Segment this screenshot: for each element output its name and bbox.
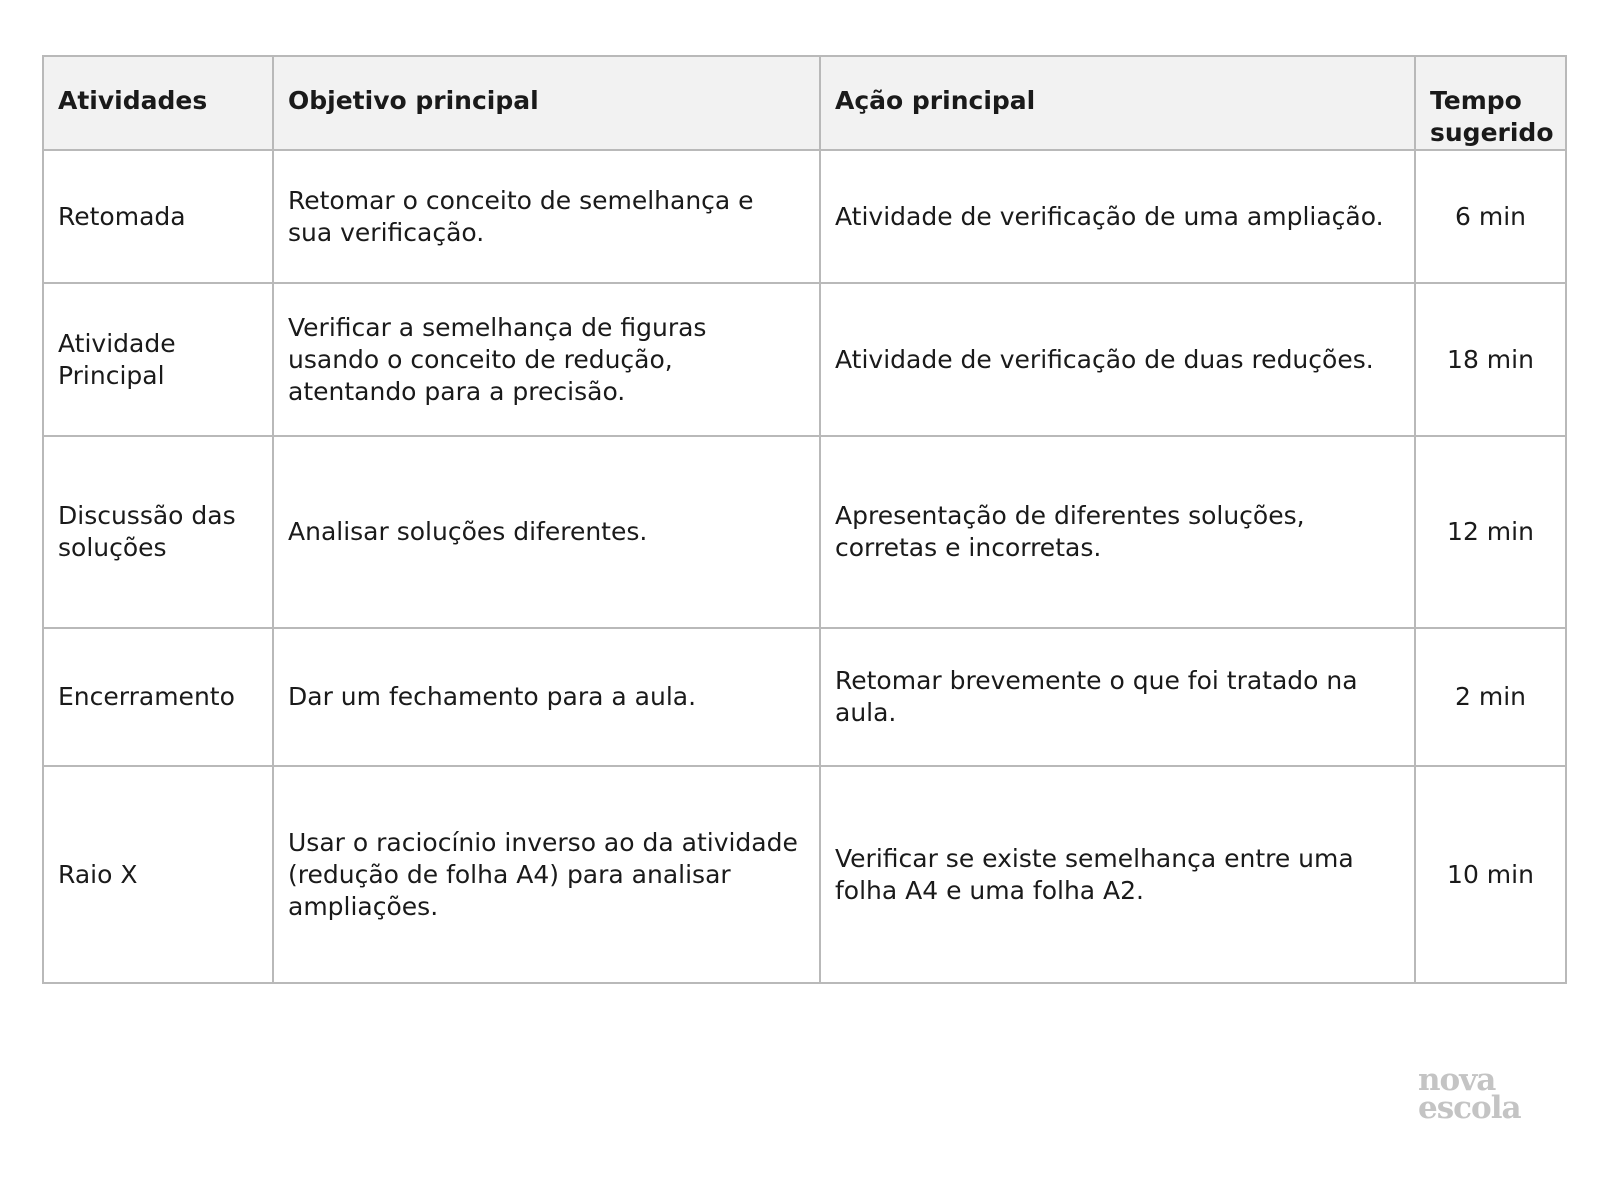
objective-cell: Dar um fechamento para a aula. bbox=[273, 628, 820, 766]
action-cell: Retomar brevemente o que foi tratado na aula. bbox=[820, 628, 1415, 766]
time-cell: 2 min bbox=[1415, 628, 1566, 766]
objective-cell: Usar o raciocínio inverso ao da atividade (redução de folha A4) para analisar ampliações. bbox=[273, 766, 820, 983]
activity-cell: Discussão das soluções bbox=[43, 436, 273, 628]
table-row bbox=[43, 283, 1566, 436]
activity-cell: Retomada bbox=[43, 150, 273, 283]
objective-cell: Verificar a semelhança de figuras usando o conceito de redução, atentando para a precisão. bbox=[273, 283, 820, 436]
time-cell: 12 min bbox=[1415, 436, 1566, 628]
logo-line-nova: nova bbox=[1418, 1062, 1496, 1098]
action-cell: Apresentação de diferentes soluções, corretas e incorretas. bbox=[820, 436, 1415, 628]
lesson-plan-table bbox=[42, 55, 1567, 984]
objective-cell: Analisar soluções diferentes. bbox=[273, 436, 820, 628]
logo-line-escola: escola bbox=[1418, 1090, 1521, 1126]
header-suggested-time: Tempo sugerido bbox=[1415, 56, 1566, 150]
table-row bbox=[43, 628, 1566, 766]
activity-cell: Atividade Principal bbox=[43, 283, 273, 436]
table-row bbox=[43, 150, 1566, 283]
table-row bbox=[43, 436, 1566, 628]
time-cell: 10 min bbox=[1415, 766, 1566, 983]
header-row bbox=[43, 56, 1566, 150]
nova-escola-logo bbox=[1418, 1062, 1521, 1126]
time-cell: 6 min bbox=[1415, 150, 1566, 283]
objective-cell: Retomar o conceito de semelhança e sua verificação. bbox=[273, 150, 820, 283]
header-main-action: Ação principal bbox=[820, 56, 1415, 150]
activity-cell: Encerramento bbox=[43, 628, 273, 766]
action-cell: Atividade de verificação de uma ampliação. bbox=[820, 150, 1415, 283]
table-row bbox=[43, 766, 1566, 983]
header-activities: Atividades bbox=[43, 56, 273, 150]
action-cell: Verificar se existe semelhança entre uma folha A4 e uma folha A2. bbox=[820, 766, 1415, 983]
time-cell: 18 min bbox=[1415, 283, 1566, 436]
header-main-objective: Objetivo principal bbox=[273, 56, 820, 150]
activity-cell: Raio X bbox=[43, 766, 273, 983]
table-header bbox=[43, 56, 1566, 150]
action-cell: Atividade de verificação de duas reduções. bbox=[820, 283, 1415, 436]
table-body bbox=[43, 150, 1566, 983]
